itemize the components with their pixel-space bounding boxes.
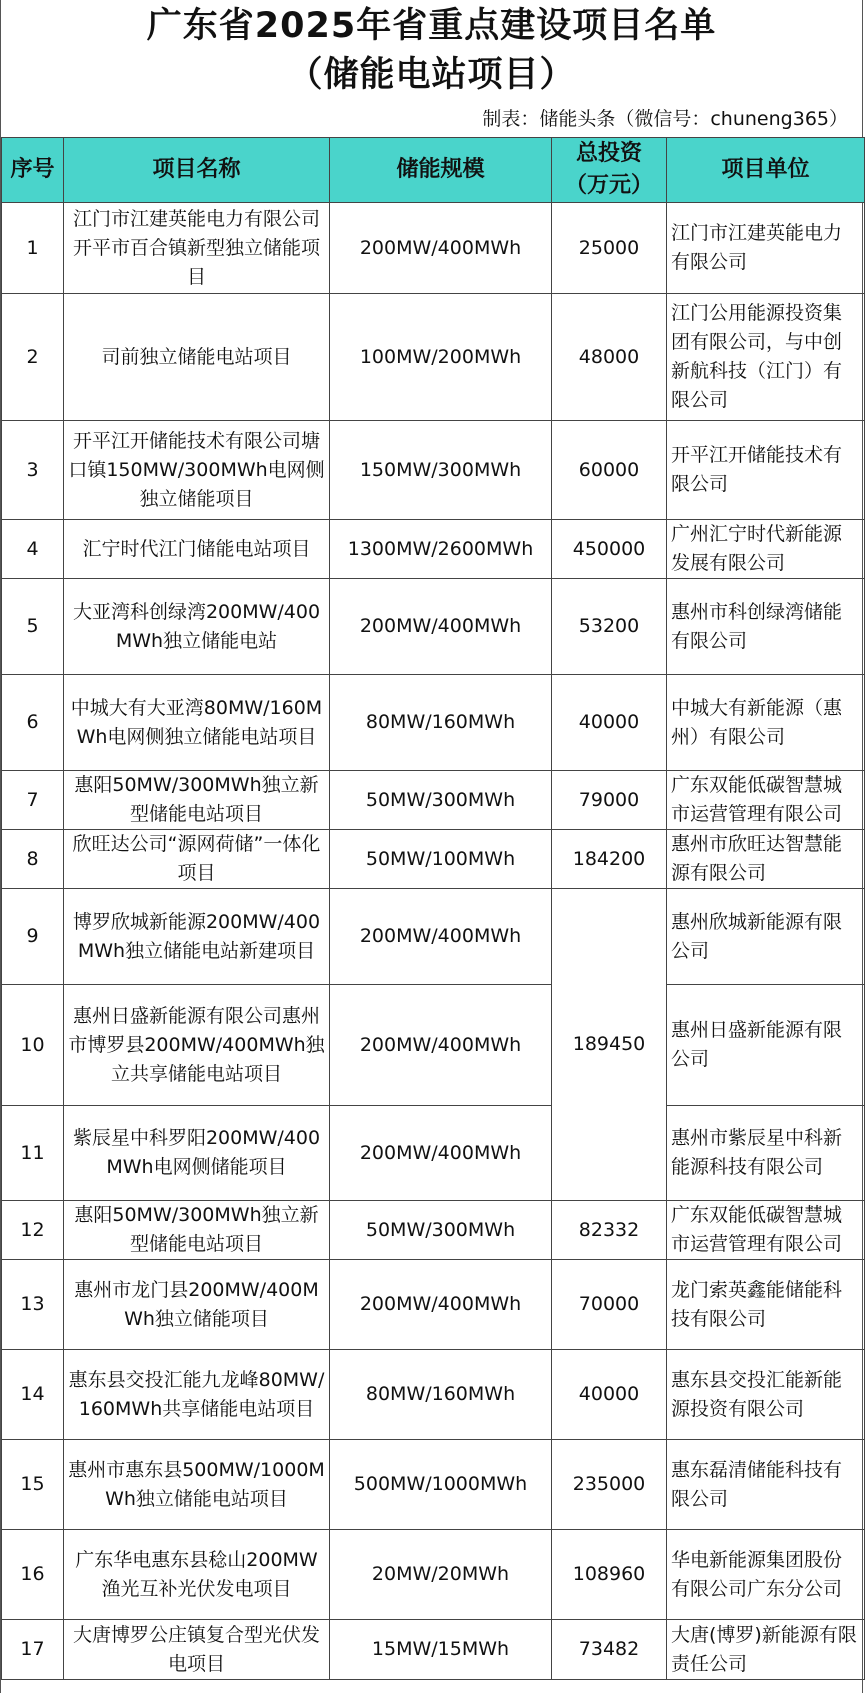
row-invest-merged: 189450 [552, 889, 667, 1201]
row-seq: 12 [2, 1201, 64, 1260]
row-invest: 73482 [552, 1620, 667, 1680]
table-header-row [2, 138, 865, 203]
row-scale: 200MW/400MWh [330, 203, 552, 294]
row-name: 大亚湾科创绿湾200MW/400MWh独立储能电站 [64, 579, 330, 675]
title-line-2: （储能电站项目） [287, 55, 576, 95]
row-seq: 16 [2, 1530, 64, 1620]
row-scale: 500MW/1000MWh [330, 1440, 552, 1530]
row-scale: 200MW/400MWh [330, 985, 552, 1106]
row-name: 欣旺达公司“源网荷储”一体化项目 [64, 830, 330, 889]
table-row [2, 1440, 865, 1530]
row-invest: 450000 [552, 520, 667, 579]
row-seq: 14 [2, 1350, 64, 1440]
row-name: 汇宁时代江门储能电站项目 [64, 520, 330, 579]
row-unit: 惠东磊清储能科技有限公司 [667, 1440, 865, 1530]
document-title [1, 0, 862, 100]
row-invest: 184200 [552, 830, 667, 889]
row-unit: 大唐(博罗)新能源有限责任公司 [667, 1620, 865, 1680]
table-row [2, 771, 865, 830]
table-row [2, 1620, 865, 1680]
row-invest: 60000 [552, 421, 667, 520]
header-invest-line-2: （万元） [564, 173, 653, 198]
header-invest [552, 138, 667, 203]
row-invest: 235000 [552, 1440, 667, 1530]
row-unit: 江门公用能源投资集团有限公司，与中创新航科技（江门）有限公司 [667, 294, 865, 421]
row-seq: 7 [2, 771, 64, 830]
row-name: 江门市江建英能电力有限公司开平市百合镇新型独立储能项目 [64, 203, 330, 294]
row-name: 广东华电惠东县稔山200MW渔光互补光伏发电项目 [64, 1530, 330, 1620]
row-name: 惠州市龙门县200MW/400MWh独立储能项目 [64, 1260, 330, 1350]
row-unit: 中城大有新能源（惠州）有限公司 [667, 675, 865, 771]
row-unit: 广东双能低碳智慧城市运营管理有限公司 [667, 1201, 865, 1260]
row-invest: 82332 [552, 1201, 667, 1260]
row-seq: 1 [2, 203, 64, 294]
row-seq: 2 [2, 294, 64, 421]
table-row [2, 889, 865, 985]
row-invest: 79000 [552, 771, 667, 830]
row-scale: 50MW/300MWh [330, 771, 552, 830]
table-row [2, 1260, 865, 1350]
row-invest: 25000 [552, 203, 667, 294]
table-row [2, 1106, 865, 1201]
row-scale: 20MW/20MWh [330, 1530, 552, 1620]
table-row [2, 985, 865, 1106]
row-unit: 惠州市科创绿湾储能有限公司 [667, 579, 865, 675]
table-row [2, 203, 865, 294]
row-invest: 40000 [552, 1350, 667, 1440]
table-row [2, 1350, 865, 1440]
header-invest-line-1: 总投资 [575, 141, 642, 166]
table-row [2, 579, 865, 675]
table-row [2, 675, 865, 771]
row-scale: 80MW/160MWh [330, 675, 552, 771]
row-unit: 龙门索英鑫能储能科技有限公司 [667, 1260, 865, 1350]
row-unit: 惠州市紫辰星中科新能源科技有限公司 [667, 1106, 865, 1201]
row-unit: 惠州市欣旺达智慧能源有限公司 [667, 830, 865, 889]
row-name: 开平江开储能技术有限公司塘口镇150MW/300MWh电网侧独立储能项目 [64, 421, 330, 520]
row-scale: 200MW/400MWh [330, 1260, 552, 1350]
row-name: 博罗欣城新能源200MW/400MWh独立储能电站新建项目 [64, 889, 330, 985]
row-name: 惠阳50MW/300MWh独立新型储能电站项目 [64, 771, 330, 830]
project-table [1, 137, 865, 1680]
table-row [2, 1530, 865, 1620]
table-row [2, 421, 865, 520]
row-scale: 150MW/300MWh [330, 421, 552, 520]
row-invest: 70000 [552, 1260, 667, 1350]
row-name: 惠州市惠东县500MW/1000MWh独立储能电站项目 [64, 1440, 330, 1530]
row-unit: 江门市江建英能电力有限公司 [667, 203, 865, 294]
table-row [2, 294, 865, 421]
row-name: 紫辰星中科罗阳200MW/400MWh电网侧储能项目 [64, 1106, 330, 1201]
table-row [2, 520, 865, 579]
row-seq: 4 [2, 520, 64, 579]
row-unit: 惠州日盛新能源有限公司 [667, 985, 865, 1106]
header-name: 项目名称 [64, 138, 330, 203]
row-invest: 40000 [552, 675, 667, 771]
row-name: 大唐博罗公庄镇复合型光伏发电项目 [64, 1620, 330, 1680]
row-invest: 108960 [552, 1530, 667, 1620]
row-name: 惠东县交投汇能九龙峰80MW/160MWh共享储能电站项目 [64, 1350, 330, 1440]
table-row [2, 1201, 865, 1260]
row-unit: 惠东县交投汇能新能源投资有限公司 [667, 1350, 865, 1440]
row-scale: 50MW/100MWh [330, 830, 552, 889]
row-seq: 10 [2, 985, 64, 1106]
row-seq: 9 [2, 889, 64, 985]
row-name: 中城大有大亚湾80MW/160MWh电网侧独立储能电站项目 [64, 675, 330, 771]
row-unit: 华电新能源集团股份有限公司广东分公司 [667, 1530, 865, 1620]
table-row [2, 830, 865, 889]
row-seq: 15 [2, 1440, 64, 1530]
row-seq: 5 [2, 579, 64, 675]
row-scale: 200MW/400MWh [330, 1106, 552, 1201]
row-name: 惠阳50MW/300MWh独立新型储能电站项目 [64, 1201, 330, 1260]
row-seq: 3 [2, 421, 64, 520]
row-scale: 80MW/160MWh [330, 1350, 552, 1440]
row-seq: 11 [2, 1106, 64, 1201]
header-unit: 项目单位 [667, 138, 865, 203]
row-scale: 200MW/400MWh [330, 579, 552, 675]
row-scale: 1300MW/2600MWh [330, 520, 552, 579]
row-seq: 6 [2, 675, 64, 771]
row-unit: 广东双能低碳智慧城市运营管理有限公司 [667, 771, 865, 830]
header-seq: 序号 [2, 138, 64, 203]
header-scale: 储能规模 [330, 138, 552, 203]
row-seq: 13 [2, 1260, 64, 1350]
row-unit: 惠州欣城新能源有限公司 [667, 889, 865, 985]
row-seq: 8 [2, 830, 64, 889]
row-scale: 100MW/200MWh [330, 294, 552, 421]
row-invest: 48000 [552, 294, 667, 421]
row-scale: 15MW/15MWh [330, 1620, 552, 1680]
row-name: 司前独立储能电站项目 [64, 294, 330, 421]
row-invest: 53200 [552, 579, 667, 675]
credit-line: 制表：储能头条（微信号：chuneng365） [482, 108, 848, 130]
row-unit: 广州汇宁时代新能源发展有限公司 [667, 520, 865, 579]
title-line-1: 广东省2025年省重点建设项目名单 [146, 6, 717, 46]
row-scale: 50MW/300MWh [330, 1201, 552, 1260]
row-seq: 17 [2, 1620, 64, 1680]
row-name: 惠州日盛新能源有限公司惠州市博罗县200MW/400MWh独立共享储能电站项目 [64, 985, 330, 1106]
row-unit: 开平江开储能技术有限公司 [667, 421, 865, 520]
row-scale: 200MW/400MWh [330, 889, 552, 985]
